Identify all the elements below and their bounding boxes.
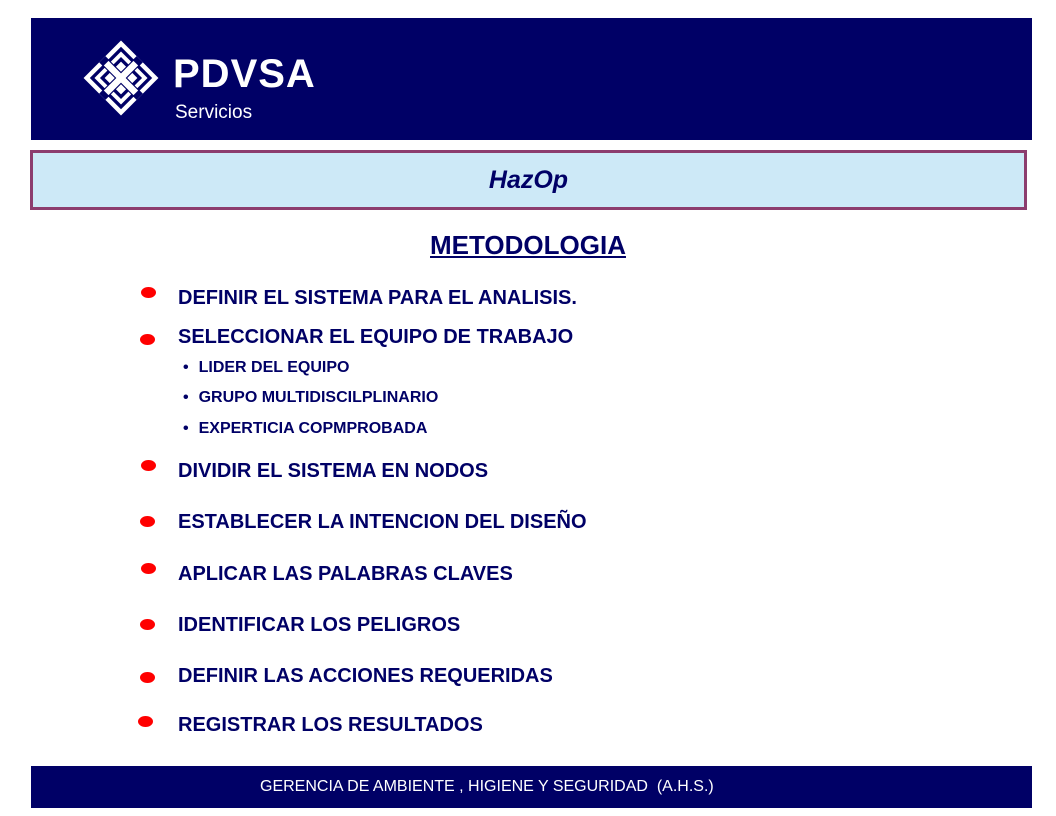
step-item: REGISTRAR LOS RESULTADOS xyxy=(178,714,483,736)
sub-item-label: GRUPO MULTIDISCILPLINARIO xyxy=(198,389,439,406)
step-item: ESTABLECER LA INTENCION DEL DISEÑO xyxy=(178,511,587,533)
slide-title: HazOp xyxy=(488,165,569,194)
step-item: DIVIDIR EL SISTEMA EN NODOS xyxy=(178,460,489,482)
header-band xyxy=(31,18,1032,140)
sub-item-label: LIDER DEL EQUIPO xyxy=(198,359,350,376)
sub-item xyxy=(183,388,438,408)
step-item: DEFINIR EL SISTEMA PARA EL ANALISIS. xyxy=(178,287,577,309)
brand-subtitle: Servicios xyxy=(175,102,253,123)
footer-text: GERENCIA DE AMBIENTE , HIGIENE Y SEGURIDAD (A.H.S.) xyxy=(260,778,714,795)
title-box xyxy=(30,150,1027,210)
bullet-dot-icon xyxy=(140,334,155,345)
step-item: DEFINIR LAS ACCIONES REQUERIDAS xyxy=(178,665,553,687)
sub-bullet-icon: • xyxy=(183,359,189,376)
step-item: SELECCIONAR EL EQUIPO DE TRABAJO xyxy=(178,326,574,348)
bullet-dot-icon xyxy=(138,716,153,727)
bullet-dot-icon xyxy=(140,516,155,527)
brand-name: PDVSA xyxy=(173,52,316,96)
sub-item-label: EXPERTICIA COPMPROBADA xyxy=(198,420,428,437)
section-heading: METODOLOGIA xyxy=(430,230,626,260)
bullet-dot-icon xyxy=(141,563,156,574)
step-item: APLICAR LAS PALABRAS CLAVES xyxy=(178,563,513,585)
sub-bullet-icon: • xyxy=(183,389,189,406)
bullet-dot-icon xyxy=(141,460,156,471)
footer-band xyxy=(31,766,1032,808)
sub-item xyxy=(183,419,427,439)
step-item: IDENTIFICAR LOS PELIGROS xyxy=(178,614,461,636)
sub-bullet-icon: • xyxy=(183,420,189,437)
bullet-dot-icon xyxy=(140,672,155,683)
bullet-dot-icon xyxy=(141,287,156,298)
sub-item xyxy=(183,358,349,378)
bullet-dot-icon xyxy=(140,619,155,630)
pdvsa-logo-icon xyxy=(82,39,160,117)
